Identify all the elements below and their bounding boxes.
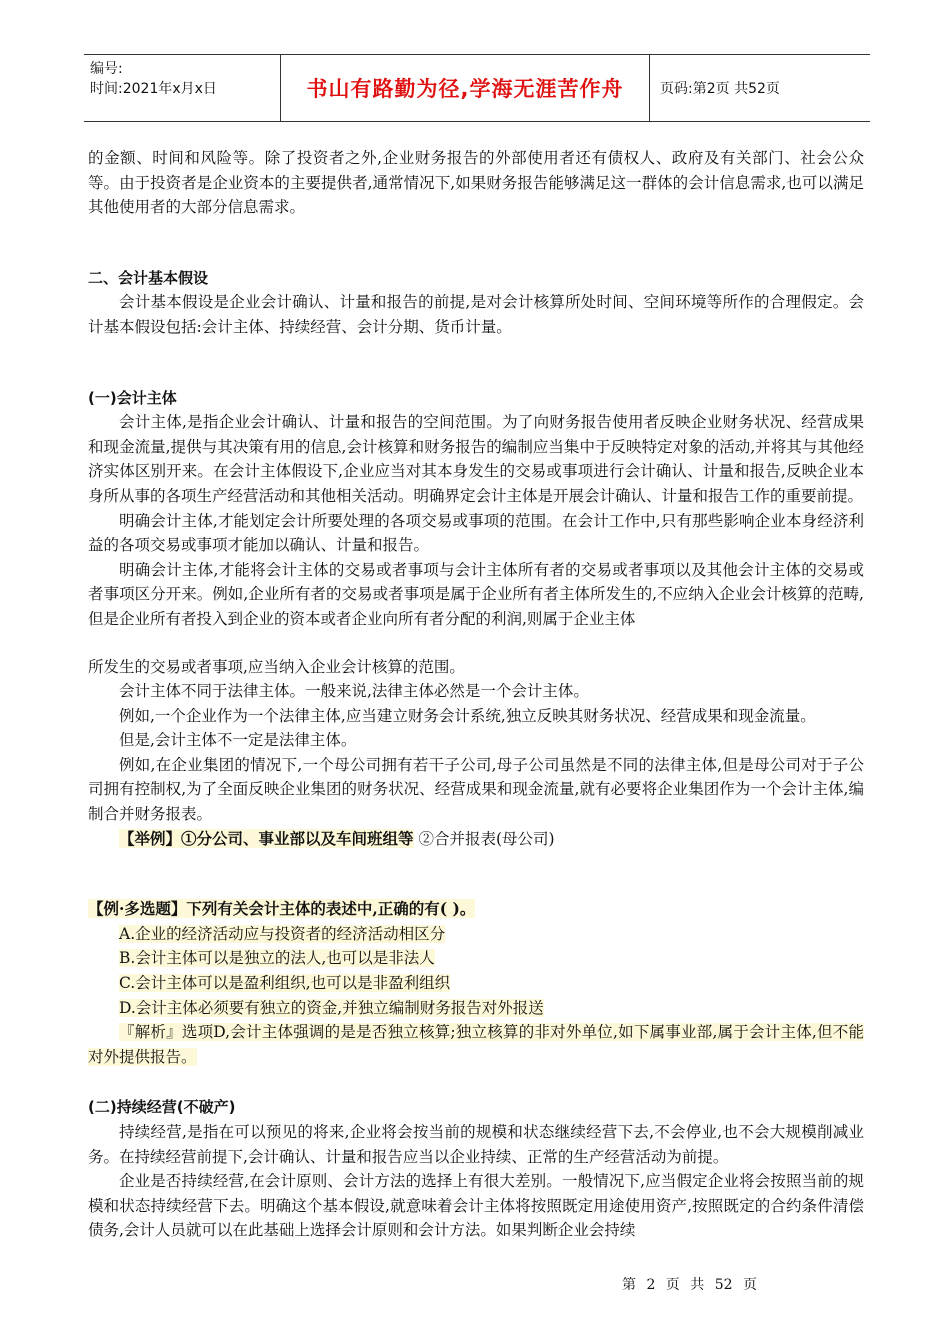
paragraph: 持续经营,是指在可以预见的将来,企业将会按当前的规模和状态继续经营下去,不会停业,也不会大规模削减业务。在持续经营前提下,会计确认、计量和报告应当以企业持续、正常的生产经营活动为前提。	[88, 1123, 864, 1166]
page-footer: 第 2 页 共 52 页	[622, 1277, 757, 1293]
example-note: ②合并报表(母公司)	[413, 829, 555, 848]
subsection-heading: (二)持续经营(不破产)	[88, 1098, 236, 1117]
paragraph: 会计基本假设是企业会计确认、计量和报告的前提,是对会计核算所处时间、空间环境等所作的合理假定。会计基本假设包括:会计主体、持续经营、会计分期、货币计量。	[88, 293, 864, 336]
example-line	[88, 827, 864, 852]
paragraph: 但是,会计主体不一定是法律主体。	[119, 731, 357, 750]
question-analysis: 『解析』选项D,会计主体强调的是是否独立核算;独立核算的非对外单位,如下属事业部,属于会计主体,但不能对外提供报告。	[88, 1023, 864, 1066]
question-option: B.会计主体可以是独立的法人,也可以是非法人	[119, 949, 435, 968]
number-label: 编号:	[90, 61, 123, 77]
subsection-heading: (一)会计主体	[88, 388, 177, 407]
paragraph: 所发生的交易或者事项,应当纳入企业会计核算的范围。	[88, 657, 465, 676]
time-label: 时间:2021年x月x日	[90, 81, 217, 97]
header-page-info: 页码:第2页 共52页	[660, 81, 780, 97]
page-content	[88, 146, 864, 1243]
paragraph: 明确会计主体,才能将会计主体的交易或者事项与会计主体所有者的交易或者事项以及其他会计主体的交易或者事项区分开来。例如,企业所有者的交易或者事项是属于企业所有者主体所发生的,不应纳入企业会计核算的范畴,但是企业所有者投入到企业的资本或者企业向所有者分配的利润,则属于企业主体	[88, 560, 864, 628]
paragraph: 会计主体不同于法律主体。一般来说,法律主体必然是一个会计主体。	[119, 682, 589, 701]
question-option: D.会计主体必须要有独立的资金,并独立编制财务报告对外报送	[119, 998, 544, 1017]
paragraph: 的金额、时间和风险等。除了投资者之外,企业财务报告的外部使用者还有债权人、政府及有关部门、社会公众等。由于投资者是企业资本的主要提供者,通常情况下,如果财务报告能够满足这一群体的会计信息需求,也可以满足其他使用者的大部分信息需求。	[88, 149, 864, 217]
question-option: A.企业的经济活动应与投资者的经济活动相区分	[119, 924, 446, 943]
paragraph: 企业是否持续经营,在会计原则、会计方法的选择上有很大差别。一般情况下,应当假定企业将会按照当前的规模和状态持续经营下去。明确这个基本假设,就意味着会计主体将按照既定用途使用资产,按照既定的合约条件清偿债务,会计人员就可以在此基础上选择会计原则和会计方法。如果判断企业会持续	[88, 1172, 864, 1240]
paragraph: 例如,一个企业作为一个法律主体,应当建立财务会计系统,独立反映其财务状况、经营成果和现金流量。	[119, 706, 816, 725]
page-header	[84, 54, 870, 122]
example-label: 【举例】①分公司、事业部以及车间班组等	[119, 828, 414, 848]
header-motto: 书山有路勤为径,学海无涯苦作舟	[280, 55, 650, 121]
header-meta	[84, 55, 280, 121]
paragraph: 会计主体,是指企业会计确认、计量和报告的空间范围。为了向财务报告使用者反映企业财务状况、经营成果和现金流量,提供与其决策有用的信息,会计核算和财务报告的编制应当集中于反映特定对象的活动,并将其与其他经济实体区别开来。在会计主体假设下,企业应当对其本身发生的交易或事项进行会计确认、计量和报告,反映企业本身所从事的各项生产经营活动和其他相关活动。明确界定会计主体是开展会计确认、计量和报告工作的重要前提。	[88, 413, 864, 505]
question-stem: 【例·多选题】下列有关会计主体的表述中,正确的有( )。	[88, 899, 476, 919]
question-option: C.会计主体可以是盈利组织,也可以是非盈利组织	[119, 974, 451, 993]
paragraph: 例如,在企业集团的情况下,一个母公司拥有若干子公司,母子公司虽然是不同的法律主体,但是母公司对于子公司拥有控制权,为了全面反映企业集团的财务状况、经营成果和现金流量,就有必要将企业集团作为一个会计主体,编制合并财务报表。	[88, 755, 864, 824]
section-heading: 二、会计基本假设	[88, 268, 209, 287]
paragraph: 明确会计主体,才能划定会计所要处理的各项交易或事项的范围。在会计工作中,只有那些影响企业本身经济利益的各项交易或事项才能加以确认、计量和报告。	[88, 511, 864, 555]
